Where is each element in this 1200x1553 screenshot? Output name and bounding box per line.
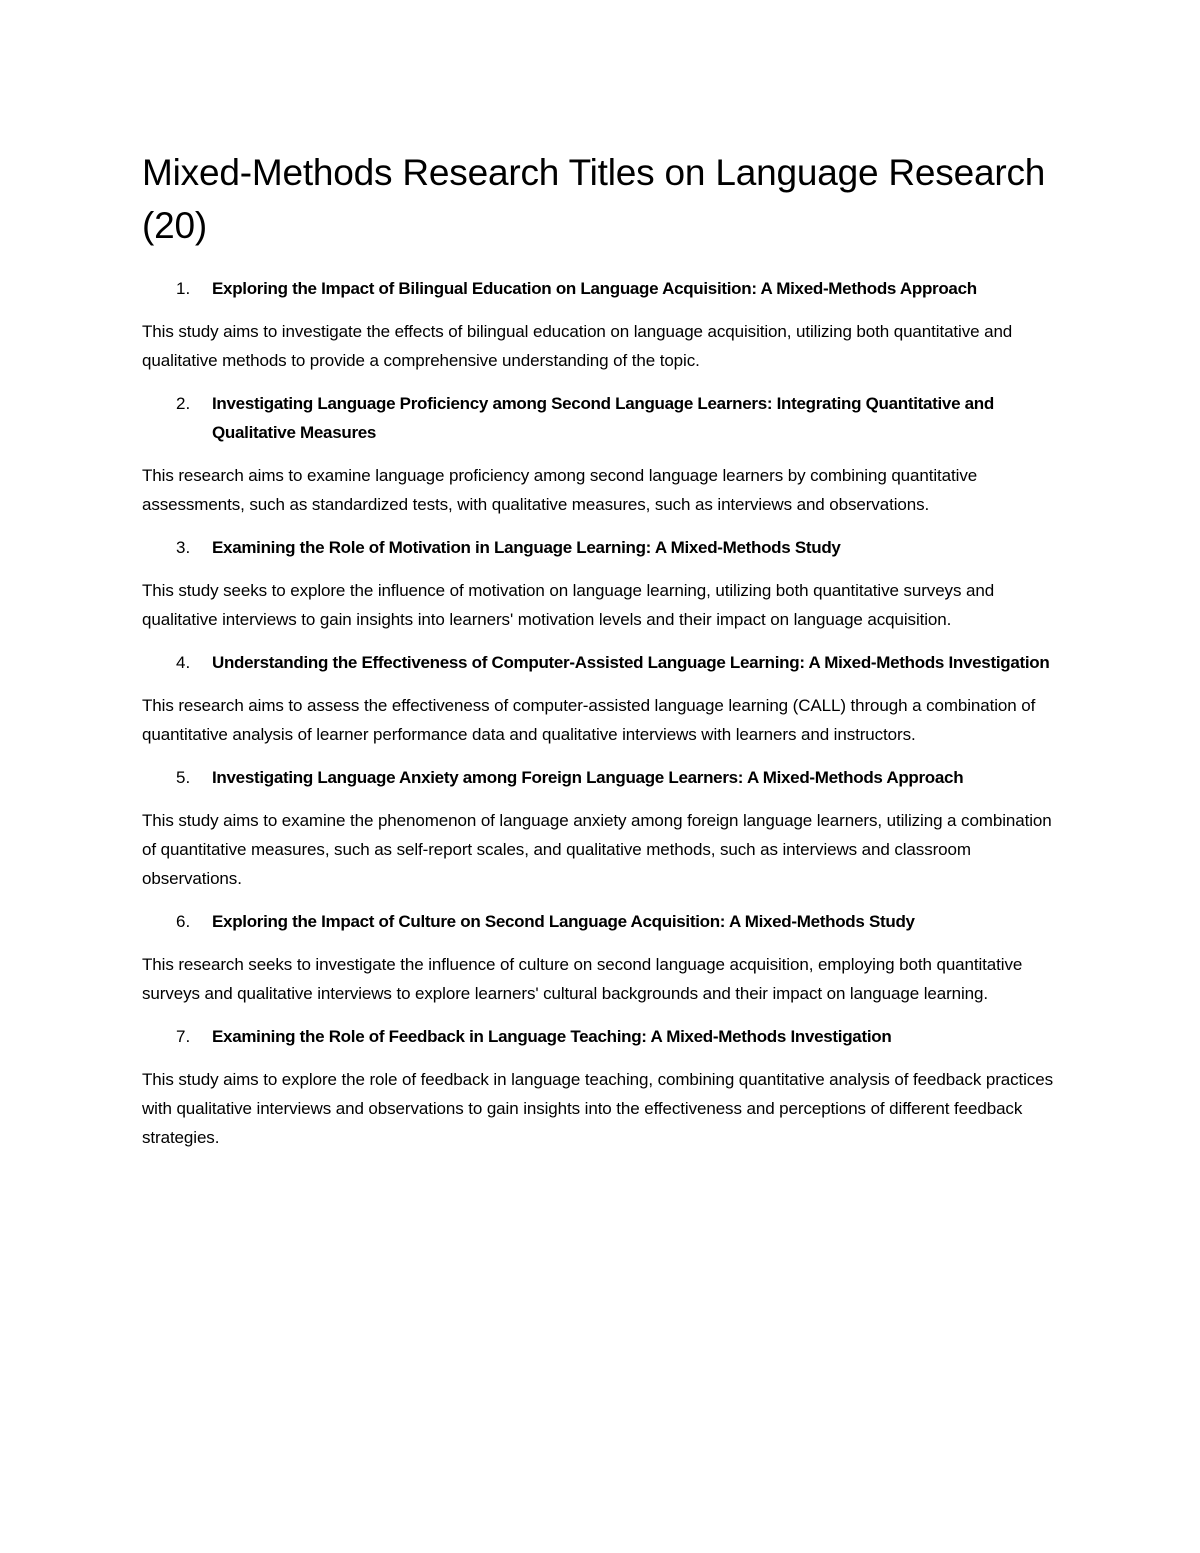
entry-number: 4. bbox=[176, 653, 191, 672]
entry-number: 3. bbox=[176, 538, 191, 557]
entry-title: Exploring the Impact of Bilingual Education on Language Acquisition: A Mixed-Methods Approach bbox=[212, 279, 977, 298]
entry-heading bbox=[142, 907, 1057, 936]
entry-title: Examining the Role of Feedback in Language Teaching: A Mixed-Methods Investigation bbox=[212, 1027, 892, 1046]
entry-heading bbox=[142, 763, 1057, 792]
list-item bbox=[142, 763, 1057, 893]
list-item bbox=[142, 389, 1057, 519]
document-title: Mixed-Methods Research Titles on Language Research (20) bbox=[142, 152, 1046, 246]
entry-number: 1. bbox=[176, 279, 191, 298]
entry-description: This research aims to examine language proficiency among second language learners by combining quantitative assessments, such as standardized tests, with qualitative measures, such as interviews and observations. bbox=[142, 466, 978, 514]
list-item bbox=[142, 1022, 1057, 1152]
list-item bbox=[142, 907, 1057, 1008]
entry-description: This study aims to investigate the effects of bilingual education on language acquisition, utilizing both quantitative and qualitative methods to provide a comprehensive understanding of the topic. bbox=[142, 322, 1013, 370]
entry-heading bbox=[142, 648, 1057, 677]
entry-description: This study seeks to explore the influence of motivation on language learning, utilizing both quantitative surveys and qualitative interviews to gain insights into learners' motivation levels and their impact on language acquisition. bbox=[142, 581, 995, 629]
entry-title: Investigating Language Proficiency among Second Language Learners: Integrating Quantitative and Qualitative Measures bbox=[212, 394, 994, 442]
entry-heading bbox=[142, 274, 1057, 303]
list-item bbox=[142, 274, 1057, 375]
document-content bbox=[142, 146, 1057, 1166]
entry-description: This research seeks to investigate the influence of culture on second language acquisition, employing both quantitative surveys and qualitative interviews to explore learners' cultural backgrounds and their impact on language learning. bbox=[142, 955, 1023, 1003]
entry-number: 5. bbox=[176, 768, 191, 787]
entry-number: 7. bbox=[176, 1027, 191, 1046]
entry-title: Examining the Role of Motivation in Language Learning: A Mixed-Methods Study bbox=[212, 538, 841, 557]
list-item bbox=[142, 648, 1057, 749]
entry-heading bbox=[142, 389, 1057, 447]
entry-title: Understanding the Effectiveness of Computer-Assisted Language Learning: A Mixed-Methods Investigation bbox=[212, 653, 1050, 672]
entry-heading bbox=[142, 533, 1057, 562]
entry-title: Investigating Language Anxiety among Foreign Language Learners: A Mixed-Methods Approach bbox=[212, 768, 964, 787]
entry-description: This research aims to assess the effectiveness of computer-assisted language learning (CALL) through a combination of quantitative analysis of learner performance data and qualitative interviews with learners and instructors. bbox=[142, 696, 1036, 744]
entry-title: Exploring the Impact of Culture on Second Language Acquisition: A Mixed-Methods Study bbox=[212, 912, 915, 931]
entry-heading bbox=[142, 1022, 1057, 1051]
entry-description: This study aims to examine the phenomenon of language anxiety among foreign language learners, utilizing a combination of quantitative measures, such as self-report scales, and qualitative methods, such as interviews and classroom observations. bbox=[142, 811, 1052, 888]
entry-description: This study aims to explore the role of feedback in language teaching, combining quantitative analysis of feedback practices with qualitative interviews and observations to gain insights into the effectiveness and perceptions of different feedback strategies. bbox=[142, 1070, 1053, 1147]
entry-number: 2. bbox=[176, 394, 191, 413]
list-item bbox=[142, 533, 1057, 634]
entry-number: 6. bbox=[176, 912, 191, 931]
